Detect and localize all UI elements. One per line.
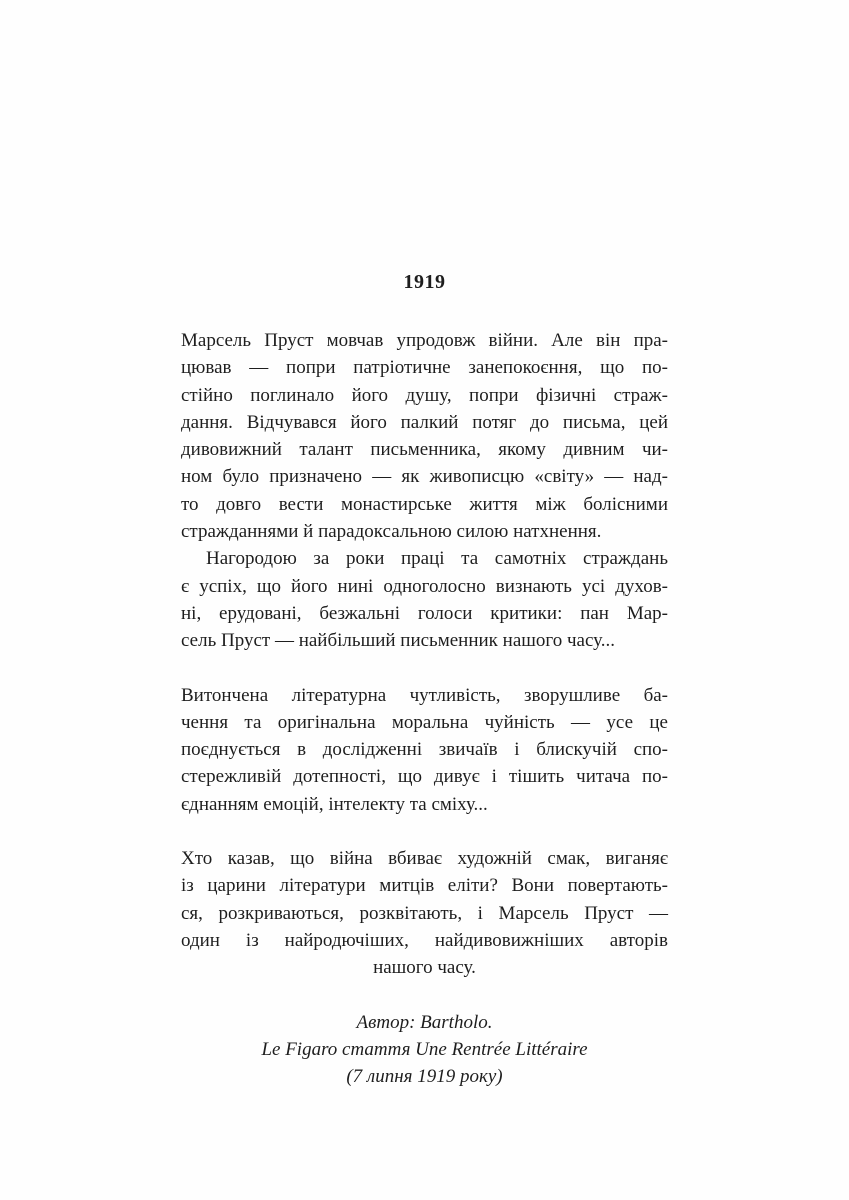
body-paragraphs xyxy=(181,327,668,982)
text-line: ном було призначено — як живописцю «світу» — над- xyxy=(181,466,668,488)
paragraph xyxy=(181,682,668,818)
paragraph xyxy=(181,327,668,545)
text-line: ні, ерудовані, безжальні голоси критики: пан Мар- xyxy=(181,602,668,624)
text-line: поєднується в дослідженні звичаїв і блискучій спо- xyxy=(181,739,668,761)
text-line: чення та оригінальна моральна чуйність — усе це xyxy=(181,711,668,733)
paragraph xyxy=(181,545,668,654)
text-line: із царини літератури митців еліти? Вони повертають- xyxy=(181,875,668,897)
text-line: Марсель Пруст мовчав упродовж війни. Але він пра- xyxy=(181,330,668,351)
text-block xyxy=(181,269,668,1090)
year-heading: 1919 xyxy=(403,271,446,293)
attribution-line: (7 липня 1919 року) xyxy=(346,1066,503,1088)
text-line: єднанням емоцій, інтелекту та сміху... xyxy=(181,793,488,815)
attribution-line: Le Figaro стаття Une Rentrée Littéraire xyxy=(261,1038,588,1060)
text-line: то довго вести монастирське життя між болісними xyxy=(181,493,668,515)
attribution-line: Автор: Bartholo. xyxy=(356,1011,493,1033)
text-line: стійно поглинало його душу, попри фізичні страж- xyxy=(181,384,668,406)
text-line: дання. Відчувався його палкий потяг до письма, цей xyxy=(181,411,668,433)
text-line: Хто казав, що війна вбиває художній смак, виганяє xyxy=(181,848,668,870)
text-line: Витончена літературна чутливість, зворушливе ба- xyxy=(181,684,668,706)
text-line: один із найродючіших, найдивовижніших авторів xyxy=(181,929,668,951)
text-line: нашого часу. xyxy=(373,957,476,979)
text-line: стережливій дотепності, що дивує і тішить читача по- xyxy=(181,766,668,788)
text-line: є успіх, що його нині одноголосно визнають усі духов- xyxy=(181,575,668,597)
text-line: цював — попри патріотичне занепокоєння, що по- xyxy=(181,357,668,379)
attribution xyxy=(181,1009,668,1091)
text-line: дивовижний талант письменника, якому дивним чи- xyxy=(181,439,668,461)
text-line: стражданнями й парадоксальною силою натхнення. xyxy=(181,521,602,543)
paragraph xyxy=(181,845,668,981)
text-line: Нагородою за роки праці та самотніх страждань xyxy=(206,548,668,570)
text-line: ся, розкриваються, розквітають, і Марсель Пруст — xyxy=(181,902,668,924)
text-line: сель Пруст — найбільший письменник нашого часу... xyxy=(181,630,615,652)
